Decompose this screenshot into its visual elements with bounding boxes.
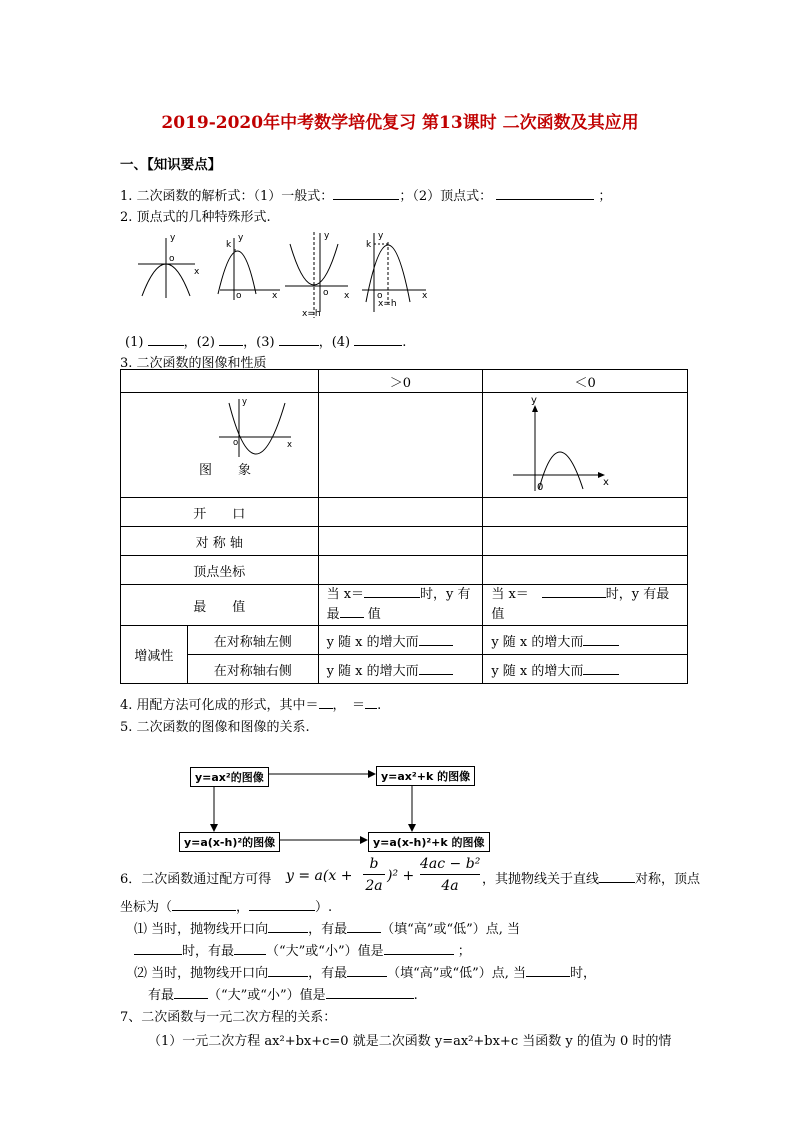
right-of-axis: 在对称轴右侧 [187,655,318,684]
properties-table [120,369,688,684]
extremum-negative: 当 x＝ 时，y 有最 值 [483,585,688,626]
svg-text:y: y [531,395,538,406]
item-1-text-b: ；（2）顶点式： [399,189,493,204]
vertex-label: k [366,240,372,250]
blank [354,333,402,346]
axis-label: y [324,231,330,241]
item-6-1: ⑴ 当时，抛物线开口向 ，有最 （填“高”或“低”）点, 当 [134,922,521,937]
origin-label: o [236,291,242,301]
blank [599,870,635,883]
blank [583,633,619,646]
blank [268,920,308,933]
box-horizontal-shift: y=a(x-h)²的图像 [179,832,280,852]
item-1-text-c: ； [598,189,612,204]
vertex-label: k [226,240,232,250]
blank [347,920,381,933]
blank [174,986,208,999]
row-extremum: 最 值 [121,585,319,626]
blank [384,942,454,955]
axis-label: x [422,291,428,301]
row-axis: 对 称 轴 [121,527,319,556]
box-base: y=ax²的图像 [190,767,269,787]
mono-positive-left: y 随 x 的增大而 [318,626,483,655]
item-1-text-a: 1. 二次函数的解析式：（1）一般式： [120,189,334,204]
item-6-2b: 有最 （“大”或“小”）值是 . [148,988,418,1003]
header-positive: ＞0 [318,370,483,393]
blank [319,696,333,709]
item-7-1: （1）一元二次方程 ax²+bx+c=0 就是二次函数 y=ax²+bx+c 当函数 y 的值为 0 时的情 [148,1034,672,1049]
special-form-graphs [130,228,440,324]
axis-label: x [344,291,350,301]
blank [279,333,319,346]
origin-label: o [169,254,175,264]
origin-label: o [377,291,383,301]
image-row-label: 图 象 [199,463,252,478]
svg-text:x: x [287,440,293,450]
blank [333,187,399,200]
mono-negative-left: y 随 x 的增大而 [483,626,688,655]
svg-text:x: x [603,477,610,488]
origin-label: o [323,288,329,298]
extremum-positive: 当 x＝ 时，y 有 最 值 [318,585,483,626]
blank [364,585,420,598]
blank [219,333,243,346]
mono-negative-right: y 随 x 的增大而 [483,655,688,684]
forms-line: (1) ，(2) ，(3) ，(4) . [125,335,407,350]
item-4: 4. 用配方法可化成的形式，其中＝ ， ＝ . [120,698,382,713]
item-6-vertex: 坐标为（ ， ）. [120,900,333,915]
blank [249,898,315,911]
blank [419,662,453,675]
item-6-lead: 6．二次函数通过配方可得 [120,872,272,887]
negative-graph [483,393,688,497]
axis-label: x [272,291,278,301]
image-label-cell [121,393,319,498]
axis-label: y [170,233,176,243]
blank [172,898,236,911]
page-title: 2019-2020年中考数学培优复习 第13课时 二次函数及其应用 [161,113,639,133]
item-6-1b: 时，有最 （“大”或“小”）值是 ； [134,940,471,959]
blank [526,964,570,977]
item-7: 7、二次函数与一元二次方程的关系： [120,1010,337,1025]
row-opening: 开 口 [121,498,319,527]
axis-label: y [378,231,384,241]
row-monotonicity: 增减性 [121,626,188,684]
section-heading: 一、【知识要点】 [120,157,222,173]
blank [234,942,266,955]
axis-line-label: x=h [378,299,397,309]
axis-label: y [238,233,244,243]
svg-text:0: 0 [537,482,544,493]
item-3: 3. 二次函数的图像和性质 [120,356,267,371]
axis-line-label: x=h [302,309,321,319]
item-5: 5. 二次函数的图像和图像的关系. [120,720,310,735]
row-vertex: 顶点坐标 [121,556,319,585]
blank [134,942,182,955]
svg-text:y: y [242,397,248,407]
axis-label: x [194,267,200,277]
item-2: 2. 顶点式的几种特殊形式. [120,210,271,225]
blank [268,964,308,977]
item-1 [120,185,611,204]
mono-positive-right: y 随 x 的增大而 [318,655,483,684]
box-vertical-shift: y=ax²+k 的图像 [376,766,475,786]
blank [347,964,387,977]
header-negative: ＜0 [483,370,688,393]
blank [583,662,619,675]
box-both-shift: y=a(x-h)²+k 的图像 [368,832,490,852]
blank [326,986,414,999]
svg-text:o: o [233,438,239,448]
blank [419,633,453,646]
blank [340,605,364,618]
blank [542,585,606,598]
item-6-2: ⑵ 当时，抛物线开口向 ，有最 （填“高”或“低”）点, 当 时， [134,966,597,981]
blank [496,187,594,200]
sample-graph [121,393,319,497]
item-6-tail: ，其抛物线关于直线 对称，顶点 [482,872,701,887]
blank [148,333,184,346]
left-of-axis: 在对称轴左侧 [187,626,318,655]
blank [365,696,377,709]
